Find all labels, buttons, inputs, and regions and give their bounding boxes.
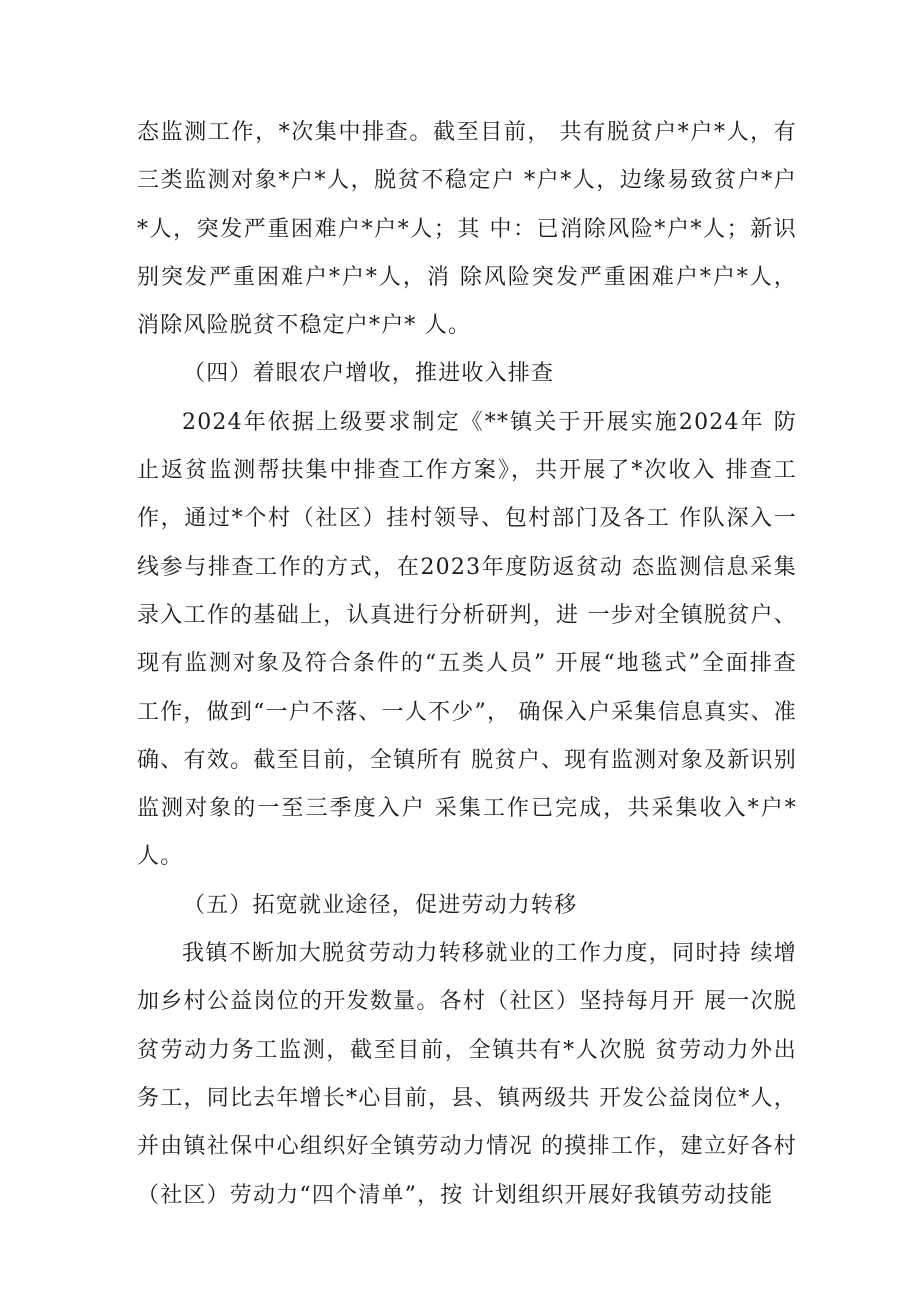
paragraph-income-survey: 2024年依据上级要求制定《**镇关于开展实施2024年 防止返贫监测帮扶集中排查工作方案》，共开展了*次收入 排查工作，通过*个村（社区）挂村领导、包村部门及各工 作队深入一线参与排查工作的方式，在2023年度防返贫动 态监测信息采集录入工作的基础上，认真进行分析研判，进 一步对全镇脱贫户、现有监测对象及符合条件的“五类人员” 开展“地毯式”全面排查工作，做到“一户不落、一人不少”， 确保入户采集信息真实、准确、有效。截至目前，全镇所有 脱贫户、现有监测对象及新识别监测对象的一至三季度入户 采集工作已完成，共采集收入*户*人。 xyxy=(137,409,797,870)
section-heading-employment: （五）拓宽就业途径，促进劳动力转移 xyxy=(183,892,578,918)
paragraph-employment: 我镇不断加大脱贫劳动力转移就业的工作力度，同时持 续增加乡村公益岗位的开发数量。各村（社区）坚持每月开 展一次脱贫劳动力务工监测，截至目前，全镇共有*人次脱 贫劳动力外出务工，同比去年增长*心目前，县、镇两级共 开发公益岗位*人，并由镇社保中心组织好全镇劳动力情况 的摸排工作，建立好各村（社区）劳动力“四个清单”，按 计划组织开展好我镇劳动技能 xyxy=(137,941,797,1208)
paragraph-monitoring-summary: 态监测工作，*次集中排查。截至目前， 共有脱贫户*户*人，有三类监测对象*户*人，脱贫不稳定户 *户*人，边缘易致贫户*户*人，突发严重困难户*户*人；其 中：已消除风险*户*人；新识别突发严重困难户*户*人，消 除风险突发严重困难户*户*人，消除风险脱贫不稳定户*户* 人。 xyxy=(137,120,797,339)
document-body xyxy=(137,109,797,1220)
section-heading-income-survey: （四）着眼农户增收，推进收入排查 xyxy=(183,361,555,387)
